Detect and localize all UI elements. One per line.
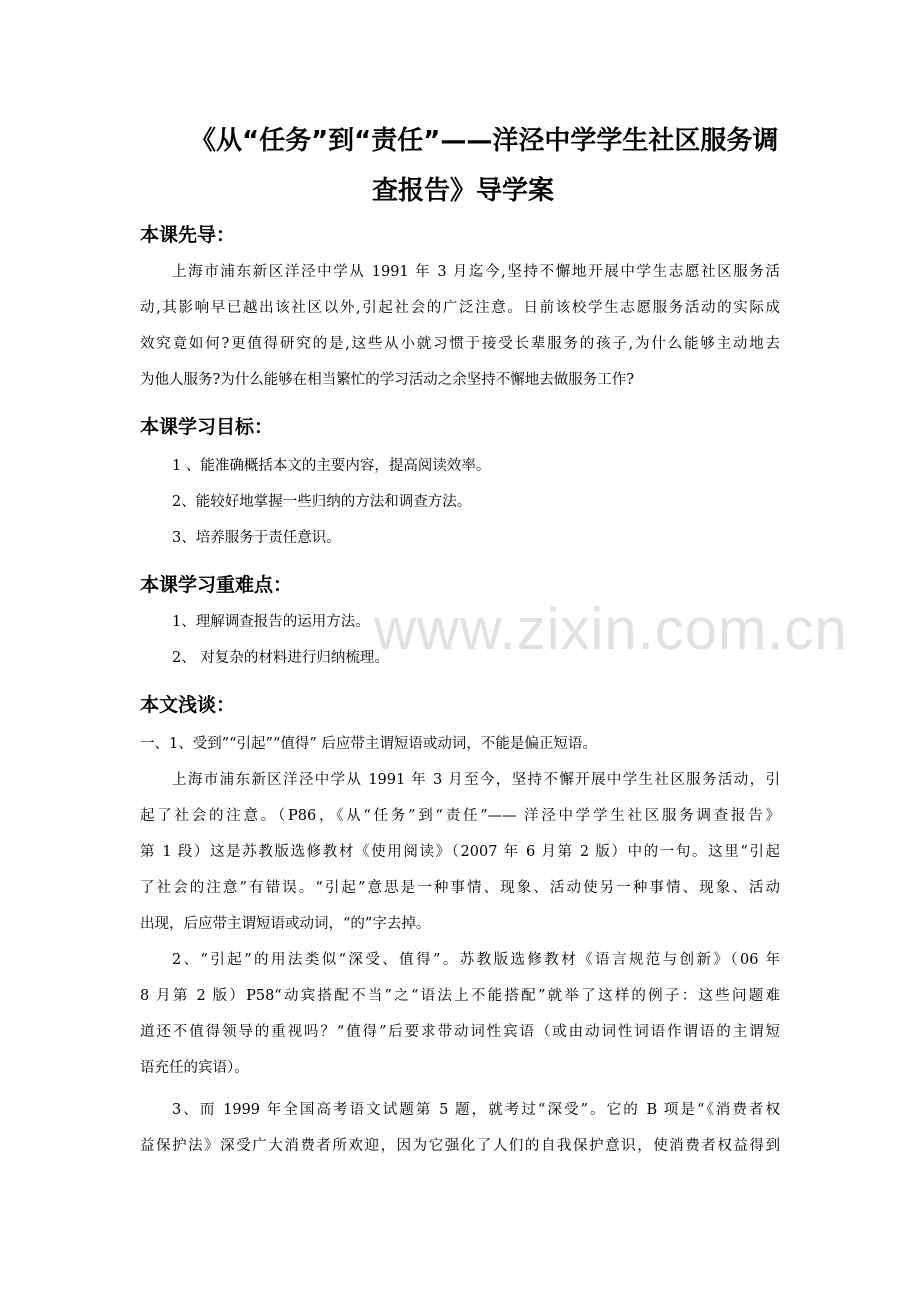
paragraph-1-line: 第 1 段）这是苏教版选修教材《使用阅读》（2007 年 6 月第 2 版）中的一句。这里“引起 — [140, 844, 780, 860]
paragraph-2-line: 语充任的宾语）。 — [140, 1060, 249, 1076]
intro-line: 为他人服务?为什么能够在相当繁忙的学习活动之余坚持不懈地去做服务工作? — [140, 372, 635, 388]
paragraph-3-line: 益保护法》深受广大消费者所欢迎，因为它强化了人们的自我保护意识，使消费者权益得到 — [140, 1138, 780, 1154]
document-title-line-1: 《从“任务”到“责任”——洋泾中学学生社区服务调 — [190, 126, 779, 156]
paragraph-1-line: 起了社会的注意。（P86，《从“任务”到“责任”—— 洋泾中学学生社区服务调查报告》 — [140, 808, 780, 824]
document-title-line-2: 查报告》导学案 — [372, 176, 555, 206]
goal-item: 2、能较好地掌握一些归纳的方法和调查方法。 — [172, 494, 472, 510]
paragraph-2-line: 2、“引起”的用法类似“深受、值得”。苏教版选修教材《语言规范与创新》（06 年 — [172, 952, 780, 968]
paragraph-3-line: 3、而 1999 年全国高考语文试题第 5 题，就考过“深受”。它的 B 项是“《消费者权 — [172, 1102, 780, 1118]
intro-line: 动,其影响早已越出该社区以外,引起社会的广泛注意。日前该校学生志愿服务活动的实际成 — [140, 300, 780, 316]
difficulty-heading: 本课学习重难点： — [140, 574, 293, 596]
paragraph-1-line: 上海市浦东新区洋泾中学从 1991 年 3 月至今，坚持不懈开展中学生社区服务活动，引 — [172, 772, 780, 788]
intro-heading: 本课先导： — [140, 224, 236, 246]
goal-item: 1 、能准确概括本文的主要内容，提高阅读效率。 — [172, 458, 491, 474]
paragraph-1-line: 出现，后应带主谓短语或动词，“的”字去掉。 — [140, 916, 431, 932]
intro-line: 上海市浦东新区洋泾中学从 1991 年 3 月迄今,坚持不懈地开展中学生志愿社区服务活 — [172, 264, 780, 280]
goal-item: 3、培养服务于责任意识。 — [172, 530, 341, 546]
goals-heading: 本课学习目标： — [140, 416, 274, 438]
analysis-intro-line: 一、1、受到”“引起”“值得” 后应带主谓短语或动词，不能是偏正短语。 — [140, 736, 597, 752]
difficulty-item: 1、理解调查报告的运用方法。 — [172, 614, 370, 630]
analysis-heading: 本文浅谈： — [140, 694, 236, 716]
paragraph-1-line: 了社会的注意”有错误。“引起”意思是一种事情、现象、活动使另一种事情、现象、活动 — [140, 880, 780, 896]
paragraph-2-line: 8 月第 2 版）P58“动宾搭配不当”之“语法上不能搭配”就举了这样的例子：这些问题难 — [140, 988, 780, 1004]
intro-line: 效究竟如何?更值得研究的是,这些从小就习惯于接受长辈服务的孩子,为什么能够主动地去 — [140, 336, 780, 352]
difficulty-item: 2、 对复杂的材料进行归纳梳理。 — [172, 650, 389, 666]
paragraph-2-line: 道还不值得领导的重视吗？“值得”后要求带动词性宾语（或由动词性词语作谓语的主谓短 — [140, 1024, 780, 1040]
watermark: www.zixin.com.cn — [374, 597, 848, 662]
